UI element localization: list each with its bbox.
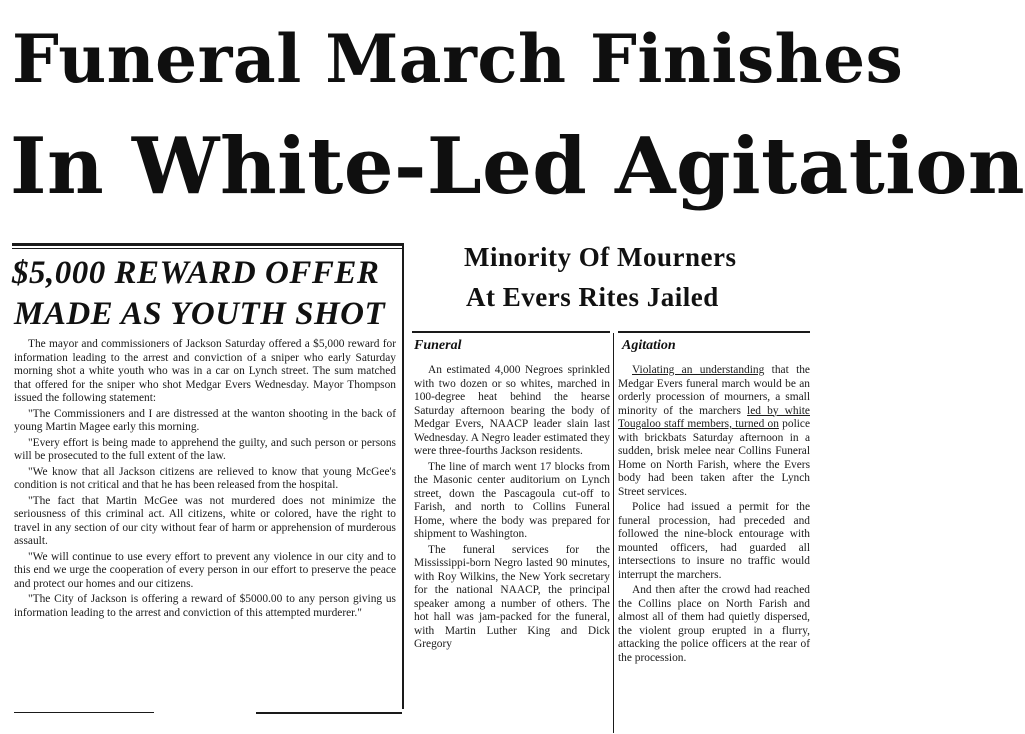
agitation-column-body — [618, 364, 810, 667]
funeral-paragraph: The line of march went 17 blocks from the Masonic center auditorium on Lynch street, down the Pascagoula cut-off to Farish, and north to Collins Funeral Home, where the body was prepared for shipment to Washington. — [414, 460, 610, 540]
reward-paragraph: The mayor and commissioners of Jackson Saturday offered a $5,000 reward for information leading to the arrest and conviction of a sniper who early Saturday morning shot a white youth who was in a car on Lynch street. The sum matched that offered for the sniper who shot Medgar Evers Wednesday. Mayor Thompson issued the following statement: — [14, 338, 396, 404]
side-headline-line-1: Minority Of Mourners — [464, 242, 737, 272]
reward-box-bottom-rule-right — [256, 712, 402, 714]
column-divider — [613, 333, 614, 733]
funeral-paragraph: The funeral services for the Mississippi-born Negro lasted 90 minutes, with Roy Wilkins, the New York secretary for the national NAACP, the principal speaker among a number of others. The hot hall was jam-packed for the funeral, with Martin Luther King and Dick Gregory — [414, 543, 610, 650]
funeral-column-top-rule — [412, 331, 610, 333]
reward-headline-line-1: $5,000 REWARD OFFER — [12, 255, 380, 291]
agitation-text: police with brickbats Saturday afternoon in a sudden, brisk melee near Collins Funeral Home on North Farish, where the Evers body had been taken after the Lynch Street services. — [618, 418, 811, 498]
agitation-column-label: Agitation — [622, 338, 676, 353]
agitation-paragraph: Police had issued a permit for the funeral procession, had preceded and followed the nine-block entourage with mounted officers, had guarded all intersections to insure no traffic would interrupt the marchers. — [618, 501, 810, 581]
reward-box-right-rule — [402, 243, 404, 709]
reward-story-body — [14, 338, 396, 622]
agitation-paragraph-1 — [618, 364, 810, 499]
reward-paragraph: "The City of Jackson is offering a reward of $5000.00 to any person giving us information leading to the arrest and conviction of this attempted murderer." — [14, 593, 396, 619]
side-headline-line-2: At Evers Rites Jailed — [466, 282, 719, 312]
headline-line-2: In White-Led Agitation — [10, 121, 1025, 212]
agitation-text: that the Medgar Evers funeral march would be an orderly procession of mourners, a small minority of the marchers — [618, 364, 810, 417]
funeral-paragraph: An estimated 4,000 Negroes sprinkled with two dozen or so whites, marched in 100-degree heat behind the hearse Saturday afternoon bearing the body of Medgar Evers, NAACP leader slain last Wednesday. A Negro leader estimated they were three-fourths Jackson residents. — [414, 364, 610, 457]
reward-paragraph: "We will continue to use every effort to prevent any violence in our city and to this end we urge the cooperation of every person in our effort to preserve the peace and protect our homes and our citizens. — [14, 550, 396, 590]
reward-paragraph: "Every effort is being made to apprehend the guilty, and such person or persons will be prosecuted to the full extent of the law. — [14, 436, 396, 462]
agitation-column-top-rule — [618, 331, 810, 333]
reward-box-top-rule-thin — [12, 248, 402, 249]
reward-box-bottom-rule-left — [14, 712, 154, 713]
reward-headline-line-2: MADE AS YOUTH SHOT — [14, 296, 386, 332]
funeral-column-label: Funeral — [414, 338, 462, 353]
reward-paragraph: "The Commissioners and I are distressed at the wanton shooting in the back of young Martin Magee early this morning. — [14, 407, 396, 433]
reward-paragraph: "We know that all Jackson citizens are relieved to know that young McGee's condition is not critical and that he has been released from the hospital. — [14, 465, 396, 491]
reward-box-top-rule — [12, 243, 402, 246]
reward-paragraph: "The fact that Martin McGee was not murdered does not minimize the seriousness of this criminal act. All citizens, white or colored, have the right to travel in any section of our city without fear of harm or apprehension of murderous assault. — [14, 494, 396, 547]
underlined-phrase: Violating an understanding — [632, 364, 765, 376]
agitation-paragraph: And then after the crowd had reached the Collins place on North Farish and almost all of them had quietly dispersed, the violent group erupted in a flurry, attacking the police officers at the rear of the procession. — [618, 584, 810, 664]
funeral-column-body — [414, 364, 610, 654]
headline-line-1: Funeral March Finishes — [12, 20, 904, 98]
underlined-phrase: led by white Tougaloo staff members, turned on — [618, 404, 810, 430]
